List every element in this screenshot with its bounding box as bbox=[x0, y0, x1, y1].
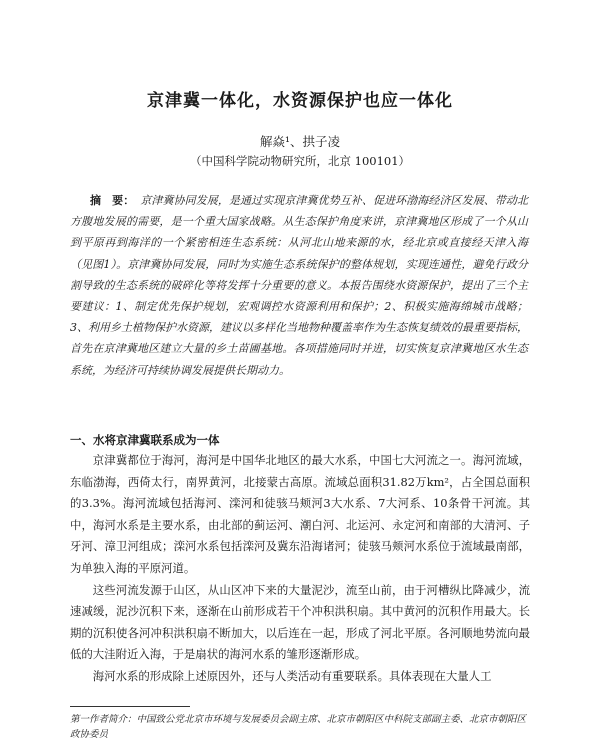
body-text bbox=[70, 450, 530, 688]
body-paragraph: 京津冀都位于海河，海河是中国华北地区的最大水系，中国七大河流之一。海河流域，东临渤海，西倚太行，南界黄河，北接蒙古高原。流域总面积31.82万km²，占全国总面积的3.3%。海河流域包括海河、滦河和徒骇马颊河3大水系、7大河系、10条骨干河流。其中，海河水系是主要水系，由北部的蓟运河、潮白河、北运河、永定河和南部的大清河、子牙河、漳卫河组成；滦河水系包括滦河及冀东沿海诸河；徒骇马颊河水系位于流域最南部，为单独入海的平原河道。 bbox=[70, 453, 530, 575]
footnote: 第一作者简介：中国致公党北京市环境与发展委员会副主席、北京市朝阳区中科院支部副主委、北京市朝阳区政协委员 bbox=[70, 714, 527, 740]
paper-title: 京津冀一体化，水资源保护也应一体化 bbox=[147, 91, 453, 111]
affiliation-line: （中国科学院动物研究所，北京 100101） bbox=[189, 154, 411, 168]
body-paragraph: 这些河流发源于山区，从山区冲下来的大量泥沙，流至山前，由于河槽纵比降减少，流速减缓，泥沙沉积下来，逐渐在山前形成若干个冲积洪积扇。其中黄河的沉积作用最大。长期的沉积使各河冲积洪积扇不断加大，以后连在一起，形成了河北平原。各河顺地势流向最低的大洼附近入海，于是扇状的海河水系的雏形逐渐形成。 bbox=[70, 582, 530, 662]
abstract-block bbox=[70, 190, 528, 381]
abstract-label: 摘 要： bbox=[90, 194, 135, 207]
section-heading: 一、水将京津冀联系成为一体 bbox=[70, 433, 220, 447]
abstract-text: 京津冀协同发展，是通过实现京津冀优势互补、促进环渤海经济区发展、带动北方腹地发展的需要，是一个重大国家战略。从生态保护角度来讲，京津冀地区形成了一个从山到平原再到海洋的一个紧密相连生态系统：从河北山地来源的水，经北京或直接经天津入海（见图1）。京津冀协同发展，同时为实施生态系统保护的整体规划，实现连通性，避免行政分割导致的生态系统的破碎化等将发挥十分重要的意义。本报告围绕水资源保护，提出了三个主要建议：1、制定优先保护规划，宏观调控水资源利用和保护；2、积极实施海绵城市战略；3、利用乡土植物保护水资源，建议以多样化当地物种覆盖率作为生态恢复绩效的最重要指标，首先在京津冀地区建立大量的乡土苗圃基地。各项措施同时并进，切实恢复京津冀地区水生态系统，为经济可持续协调发展提供长期动力。 bbox=[70, 194, 529, 377]
body-paragraph: 海河水系的形成除上述原因外，还与人类活动有重要联系。具体表现在大量人工 bbox=[92, 668, 492, 683]
footnote-divider bbox=[70, 706, 190, 707]
author-line: 解焱¹、拱子凌 bbox=[259, 134, 340, 149]
